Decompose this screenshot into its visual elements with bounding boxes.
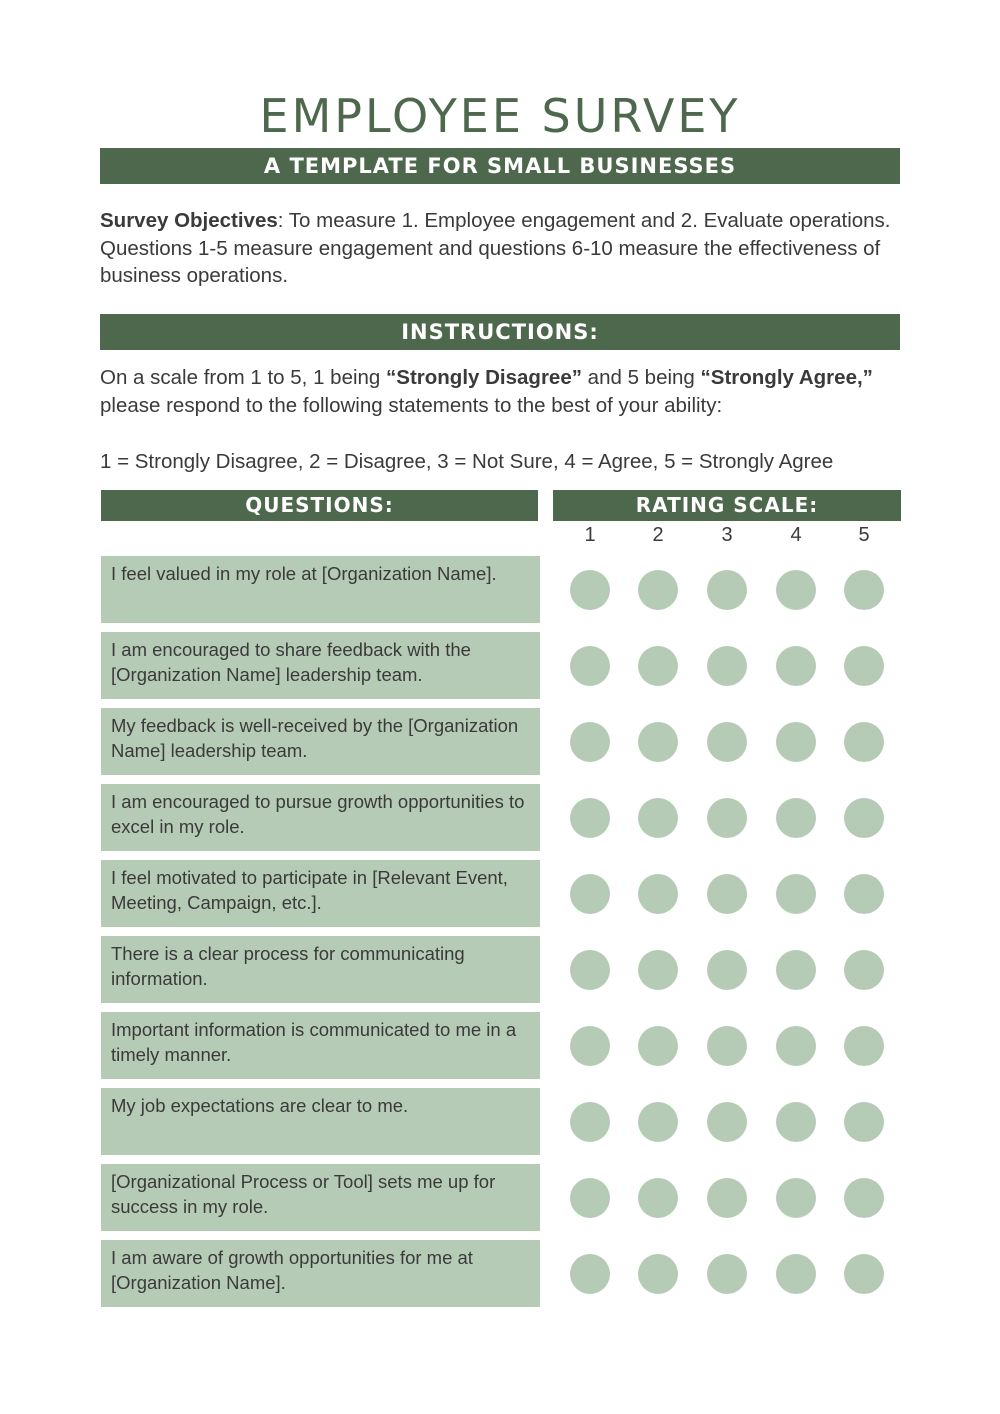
rating-option-q5-5[interactable] bbox=[844, 874, 884, 914]
question-4: I am encouraged to pursue growth opportunities to excel in my role. bbox=[101, 784, 540, 851]
rating-option-q3-5[interactable] bbox=[844, 722, 884, 762]
rating-option-q7-4[interactable] bbox=[776, 1026, 816, 1066]
rating-option-q7-5[interactable] bbox=[844, 1026, 884, 1066]
rating-option-q1-2[interactable] bbox=[638, 570, 678, 610]
question-9: [Organizational Process or Tool] sets me up for success in my role. bbox=[101, 1164, 540, 1231]
rating-option-q4-5[interactable] bbox=[844, 798, 884, 838]
instructions-part3: please respond to the following statements to the best of your ability: bbox=[100, 393, 723, 417]
page-title: EMPLOYEE SURVEY bbox=[259, 89, 741, 143]
rating-option-q2-5[interactable] bbox=[844, 646, 884, 686]
rating-option-q2-1[interactable] bbox=[570, 646, 610, 686]
rating-option-q5-2[interactable] bbox=[638, 874, 678, 914]
instructions-part1: On a scale from 1 to 5, 1 being bbox=[100, 366, 387, 389]
rating-option-q10-4[interactable] bbox=[776, 1254, 816, 1294]
rating-option-q1-4[interactable] bbox=[776, 570, 816, 610]
question-5: I feel motivated to participate in [Relevant Event, Meeting, Campaign, etc.]. bbox=[101, 860, 540, 927]
scale-number-1: 1 bbox=[584, 524, 596, 546]
scale-number-4: 4 bbox=[790, 524, 802, 546]
survey-objectives bbox=[100, 207, 900, 290]
rating-option-q6-4[interactable] bbox=[776, 950, 816, 990]
rating-option-q5-1[interactable] bbox=[570, 874, 610, 914]
rating-option-q2-4[interactable] bbox=[776, 646, 816, 686]
scale-number-2: 2 bbox=[652, 524, 664, 546]
rating-option-q7-3[interactable] bbox=[707, 1026, 747, 1066]
questions-header: QUESTIONS: bbox=[101, 490, 538, 521]
rating-option-q10-1[interactable] bbox=[570, 1254, 610, 1294]
scale-number-3: 3 bbox=[721, 524, 733, 546]
rating-option-q6-5[interactable] bbox=[844, 950, 884, 990]
rating-option-q1-3[interactable] bbox=[707, 570, 747, 610]
rating-option-q7-1[interactable] bbox=[570, 1026, 610, 1066]
rating-option-q8-5[interactable] bbox=[844, 1102, 884, 1142]
rating-option-q3-3[interactable] bbox=[707, 722, 747, 762]
rating-option-q9-1[interactable] bbox=[570, 1178, 610, 1218]
subtitle-banner: A TEMPLATE FOR SMALL BUSINESSES bbox=[100, 148, 900, 184]
rating-option-q3-1[interactable] bbox=[570, 722, 610, 762]
rating-option-q8-3[interactable] bbox=[707, 1102, 747, 1142]
rating-option-q3-2[interactable] bbox=[638, 722, 678, 762]
instructions-bold2: “Strongly Agree,” bbox=[700, 366, 873, 389]
rating-option-q6-3[interactable] bbox=[707, 950, 747, 990]
objectives-text: : To measure 1. Employee engagement and 2. Evaluate operations. Questions 1-5 measure engagement and questions 6-10 measure the effectiveness of business operations. bbox=[100, 209, 891, 287]
question-8: My job expectations are clear to me. bbox=[101, 1088, 540, 1155]
rating-option-q5-4[interactable] bbox=[776, 874, 816, 914]
rating-option-q6-1[interactable] bbox=[570, 950, 610, 990]
instructions-text bbox=[100, 364, 900, 419]
scale-numbers bbox=[553, 524, 901, 552]
rating-option-q6-2[interactable] bbox=[638, 950, 678, 990]
rating-scale-header: RATING SCALE: bbox=[553, 490, 901, 521]
scale-legend: 1 = Strongly Disagree, 2 = Disagree, 3 = Not Sure, 4 = Agree, 5 = Strongly Agree bbox=[100, 450, 834, 473]
rating-option-q3-4[interactable] bbox=[776, 722, 816, 762]
rating-option-q4-4[interactable] bbox=[776, 798, 816, 838]
scale-number-5: 5 bbox=[858, 524, 870, 546]
instructions-part2: and 5 being bbox=[581, 366, 701, 389]
rating-option-q8-2[interactable] bbox=[638, 1102, 678, 1142]
rating-option-q2-2[interactable] bbox=[638, 646, 678, 686]
rating-option-q10-5[interactable] bbox=[844, 1254, 884, 1294]
rating-option-q2-3[interactable] bbox=[707, 646, 747, 686]
question-10: I am aware of growth opportunities for me at [Organization Name]. bbox=[101, 1240, 540, 1307]
instructions-banner: INSTRUCTIONS: bbox=[100, 314, 900, 350]
rating-option-q10-2[interactable] bbox=[638, 1254, 678, 1294]
rating-option-q5-3[interactable] bbox=[707, 874, 747, 914]
rating-option-q9-2[interactable] bbox=[638, 1178, 678, 1218]
question-3: My feedback is well-received by the [Organization Name] leadership team. bbox=[101, 708, 540, 775]
rating-option-q9-4[interactable] bbox=[776, 1178, 816, 1218]
question-6: There is a clear process for communicating information. bbox=[101, 936, 540, 1003]
rating-option-q4-2[interactable] bbox=[638, 798, 678, 838]
question-2: I am encouraged to share feedback with the [Organization Name] leadership team. bbox=[101, 632, 540, 699]
instructions-bold1: “Strongly Disagree” bbox=[386, 366, 582, 389]
rating-option-q1-5[interactable] bbox=[844, 570, 884, 610]
question-7: Important information is communicated to me in a timely manner. bbox=[101, 1012, 540, 1079]
question-1: I feel valued in my role at [Organization Name]. bbox=[101, 556, 540, 623]
rating-option-q4-1[interactable] bbox=[570, 798, 610, 838]
rating-option-q4-3[interactable] bbox=[707, 798, 747, 838]
rating-option-q7-2[interactable] bbox=[638, 1026, 678, 1066]
rating-option-q9-3[interactable] bbox=[707, 1178, 747, 1218]
rating-option-q8-4[interactable] bbox=[776, 1102, 816, 1142]
rating-option-q8-1[interactable] bbox=[570, 1102, 610, 1142]
rating-option-q1-1[interactable] bbox=[570, 570, 610, 610]
rating-option-q10-3[interactable] bbox=[707, 1254, 747, 1294]
rating-option-q9-5[interactable] bbox=[844, 1178, 884, 1218]
objectives-label: Survey Objectives bbox=[100, 209, 278, 232]
